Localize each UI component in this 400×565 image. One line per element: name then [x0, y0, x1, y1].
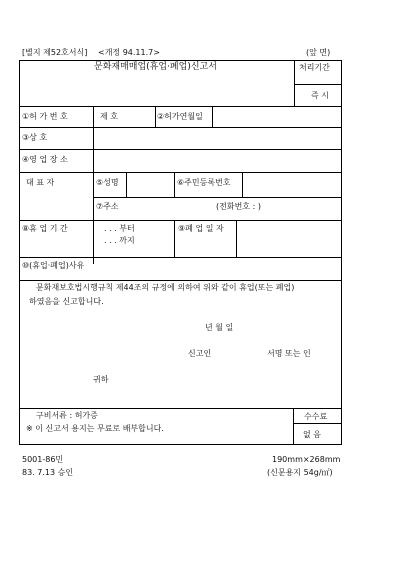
period-from: . . . 부터 — [104, 224, 135, 233]
processing-period-value: 즉 시 — [311, 91, 329, 100]
form-title: 문화재매매업(휴업·폐업)신고서 — [94, 62, 217, 72]
license-number-value: 제 호 — [100, 112, 118, 121]
reason-label: ⑩(휴업·폐업)사유 — [22, 261, 85, 270]
applicant-label: 신고인 — [188, 349, 212, 358]
fee-value: 없 음 — [303, 430, 321, 439]
trade-name-label: ③상 호 — [22, 133, 48, 142]
distribution-note: ※ 이 신고서 용지는 무료로 배부합니다. — [26, 424, 164, 433]
license-date-label: ②허가연월일 — [157, 112, 203, 121]
page-side: (앞 면) — [306, 48, 331, 57]
footer-code: 5001-86민 — [22, 455, 64, 464]
fee-label: 수수료 — [304, 412, 328, 421]
address-label: ⑦주소 — [96, 202, 119, 211]
footer-approval: 83. 7.13 승인 — [22, 468, 74, 477]
date-line: 년 월 일 — [205, 323, 234, 332]
signature-label: 서명 또는 인 — [267, 349, 311, 358]
resident-number-label: ⑥주민등록번호 — [177, 178, 231, 187]
license-number-label: ①허 가 번 호 — [22, 112, 68, 121]
representative-label: 대 표 자 — [26, 178, 55, 187]
suspension-period-label: ⑧휴 업 기 간 — [22, 224, 68, 233]
processing-period-label: 처리기간 — [299, 63, 330, 72]
revision-date: <개정 94.11.7> — [98, 48, 160, 57]
period-to: . . . 까지 — [104, 236, 135, 245]
business-location-label: ④영 업 장 소 — [22, 155, 68, 164]
statement-line-1: 문화재보호법시행규칙 제44조의 규정에 의하여 위와 같이 휴업(또는 폐업) — [36, 283, 295, 292]
statement-line-2: 하였음을 신고합니다. — [29, 297, 104, 306]
recipient-label: 귀하 — [93, 375, 109, 384]
form-number: [별지 제52호서식] — [22, 48, 88, 57]
closure-date-label: ⑨폐 업 일 자 — [178, 224, 224, 233]
phone-label: (전화번호 : ) — [216, 202, 261, 211]
footer-size: 190mm×268mm — [272, 455, 341, 464]
required-documents: 구비서류 : 허가증 — [36, 411, 98, 420]
name-label: ⑤성명 — [96, 178, 119, 187]
footer-paper: (신문용지 54g/㎡) — [267, 468, 333, 477]
